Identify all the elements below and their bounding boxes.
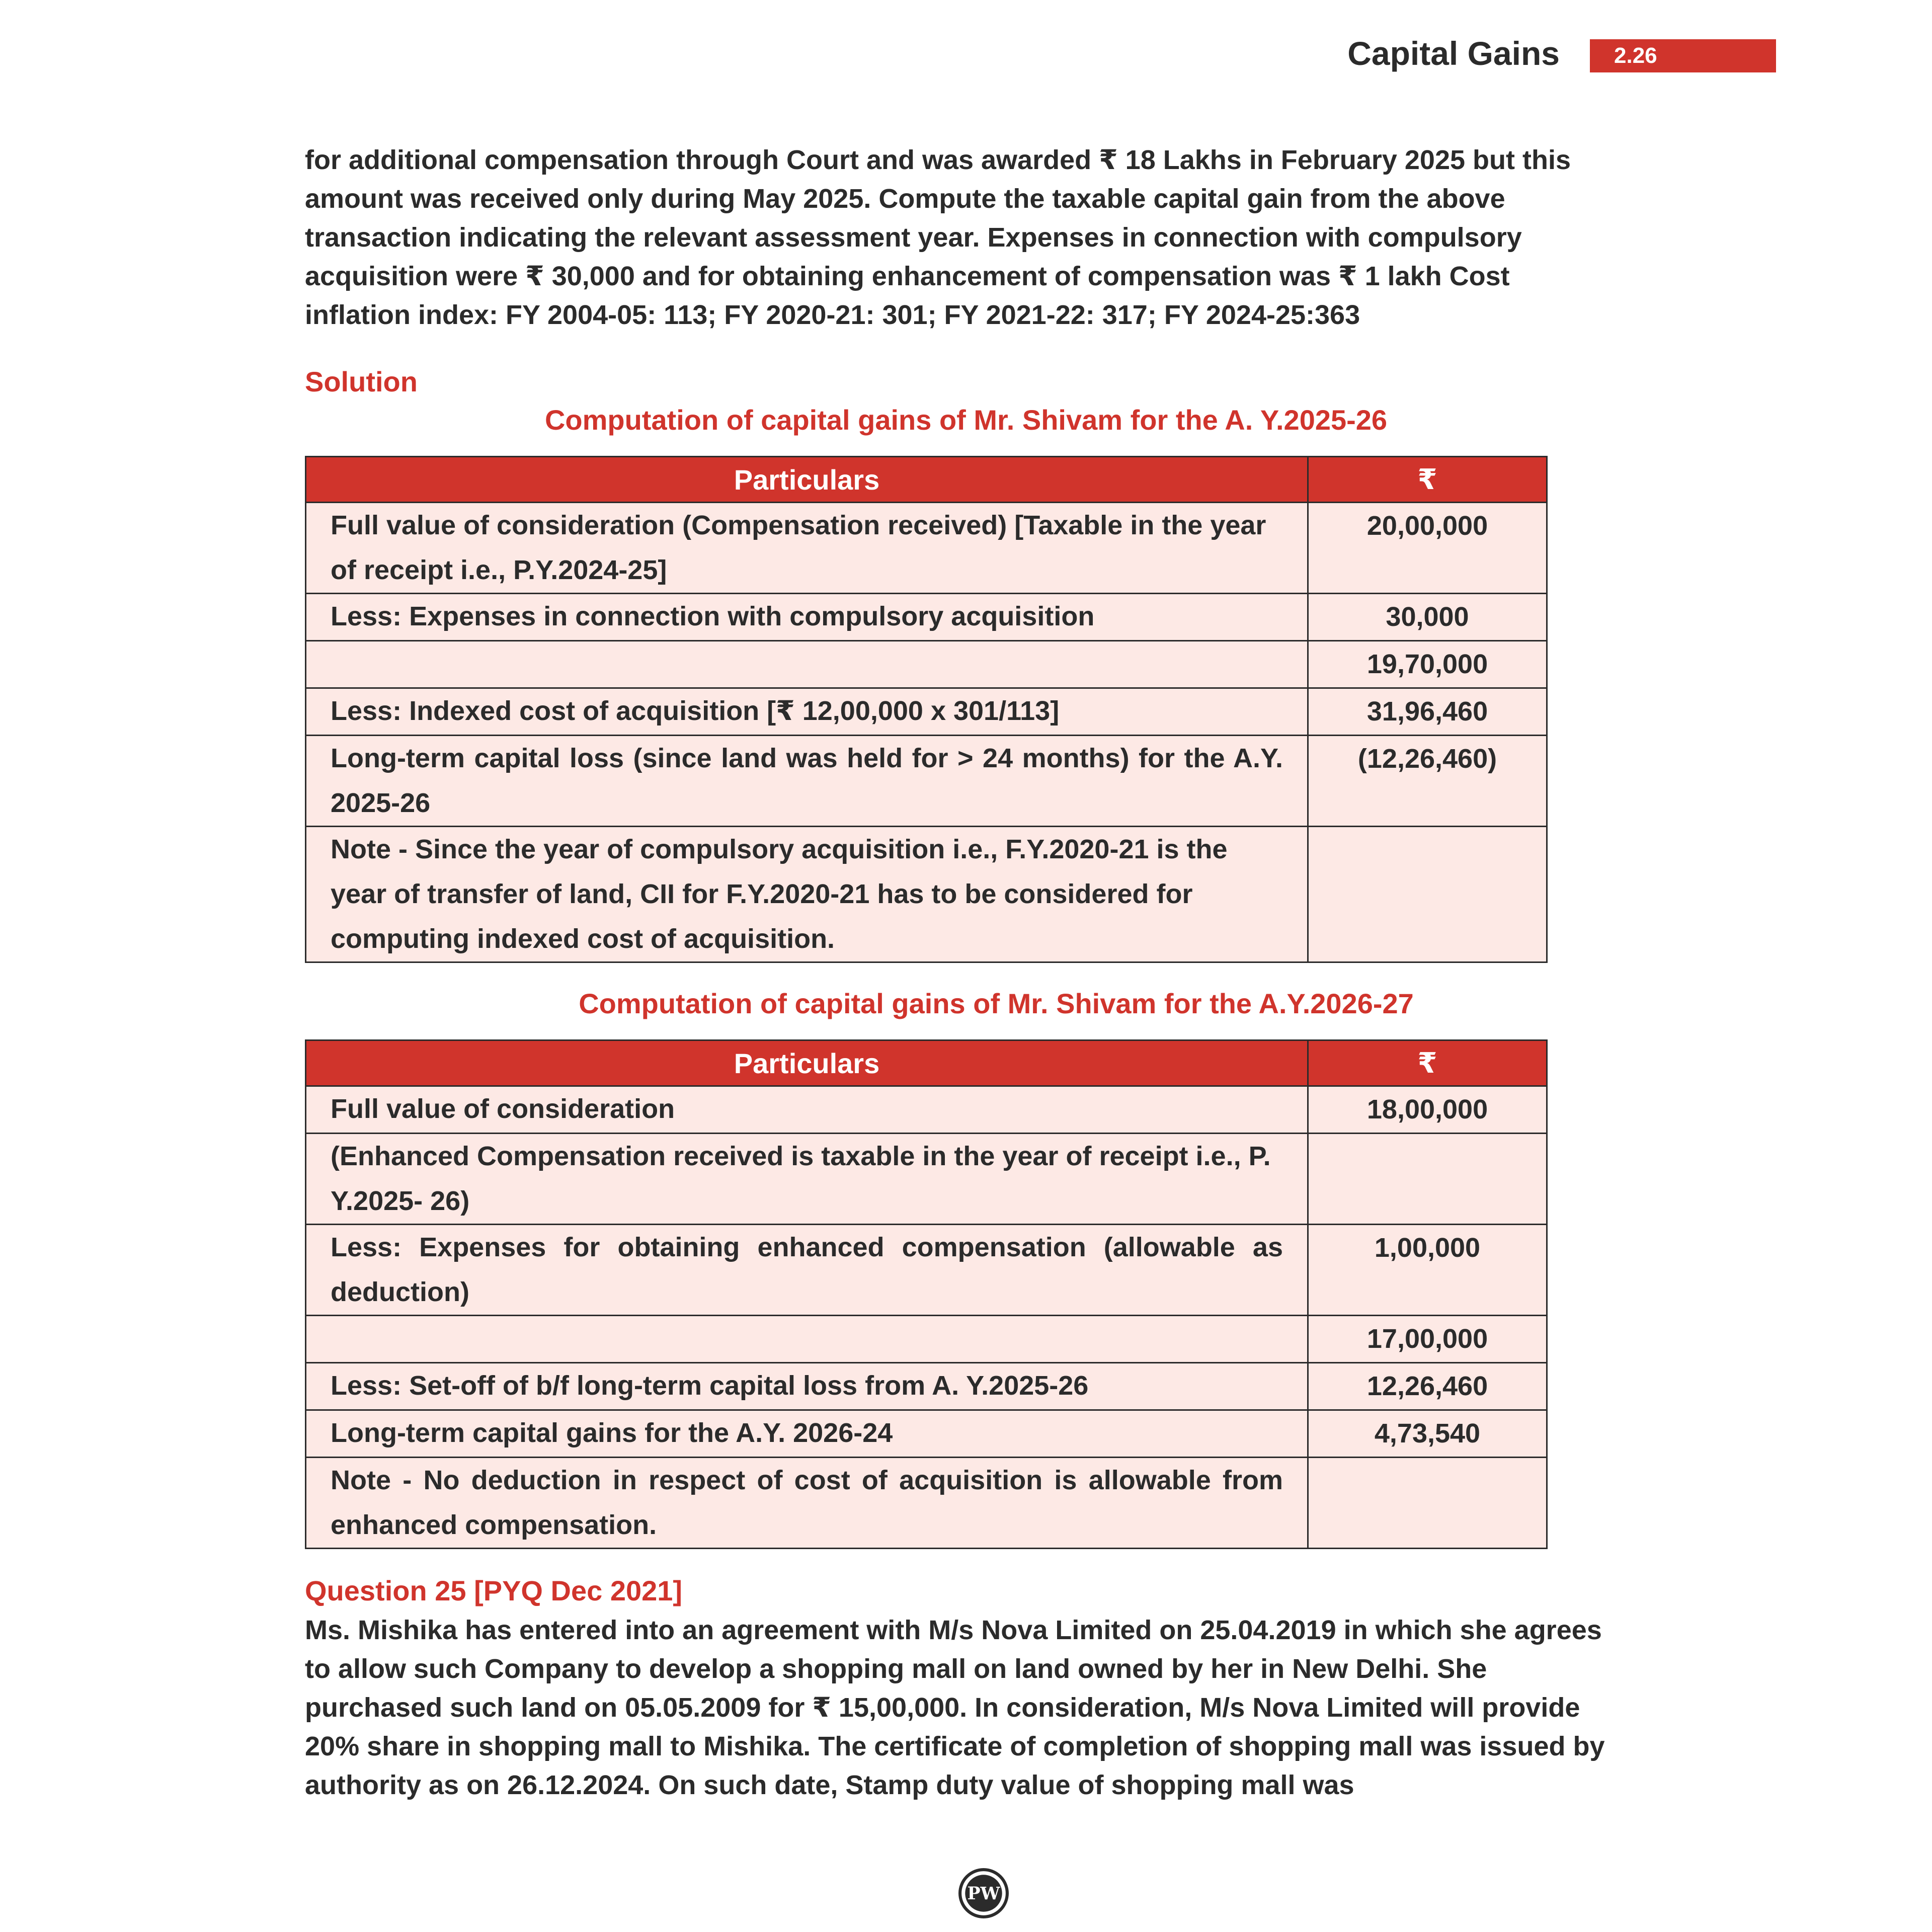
table-header-row	[306, 457, 1547, 503]
page-number-badge: 2.26	[1590, 39, 1776, 72]
row-particular: Full value of consideration	[306, 1086, 1308, 1134]
table-row	[306, 594, 1547, 641]
table1	[305, 456, 1548, 963]
row-particular: Less: Expenses in connection with compulsory acquisition	[306, 594, 1308, 641]
intro-line: acquisition were ₹ 30,000 and for obtaining enhancement of compensation was ₹ 1 lakh Cost	[305, 261, 1510, 291]
row-amount: 30,000	[1308, 594, 1547, 641]
table-header-row	[306, 1040, 1547, 1086]
intro-line: amount was received only during May 2025. Compute the taxable capital gain from the above	[305, 184, 1505, 214]
row-amount: 17,00,000	[1308, 1316, 1547, 1363]
row-amount: 4,73,540	[1308, 1410, 1547, 1458]
table-row	[306, 1134, 1547, 1225]
row-particular: Full value of consideration (Compensation received) [Taxable in the year of receipt i.e., P.Y.2024-25]	[306, 503, 1308, 594]
row-amount: (12,26,460)	[1308, 736, 1547, 827]
row-particular: Long-term capital loss (since land was held for > 24 months) for the A.Y. 2025-26	[306, 736, 1308, 827]
row-amount: 18,00,000	[1308, 1086, 1547, 1134]
row-particular: Less: Indexed cost of acquisition [₹ 12,00,000 x 301/113]	[306, 688, 1308, 736]
intro-paragraph	[305, 141, 1644, 335]
table2-title: Computation of capital gains of Mr. Shivam for the A.Y.2026-27	[579, 988, 1414, 1019]
table2	[305, 1039, 1548, 1549]
row-amount	[1308, 1458, 1547, 1549]
question-block	[305, 1571, 1644, 1805]
table1-title: Computation of capital gains of Mr. Shivam for the A. Y.2025-26	[544, 404, 1388, 436]
question-line: 20% share in shopping mall to Mishika. The certificate of completion of shopping mall was issued by	[305, 1731, 1605, 1761]
table-row	[306, 1086, 1547, 1134]
row-note: Note - No deduction in respect of cost of acquisition is allowable from enhanced compensation.	[306, 1458, 1308, 1549]
row-particular	[306, 641, 1308, 688]
row-particular: Less: Set-off of b/f long-term capital loss from A. Y.2025-26	[306, 1363, 1308, 1410]
chapter-title: Capital Gains	[1347, 35, 1560, 72]
solution-label: Solution	[305, 366, 418, 397]
table-row	[306, 1225, 1547, 1316]
col-particulars: Particulars	[306, 457, 1308, 503]
table-row	[306, 1410, 1547, 1458]
intro-line: transaction indicating the relevant assessment year. Expenses in connection with compulsory	[305, 222, 1522, 253]
table-row	[306, 641, 1547, 688]
row-amount	[1308, 1134, 1547, 1225]
row-particular: (Enhanced Compensation received is taxable in the year of receipt i.e., P. Y.2025- 26)	[306, 1134, 1308, 1225]
row-amount: 1,00,000	[1308, 1225, 1547, 1316]
question-line: to allow such Company to develop a shopping mall on land owned by her in New Delhi. She	[305, 1654, 1487, 1684]
intro-line: inflation index: FY 2004-05: 113; FY 2020-21: 301; FY 2021-22: 317; FY 2024-25:363	[305, 300, 1360, 330]
row-particular: Less: Expenses for obtaining enhanced compensation (allowable as deduction)	[306, 1225, 1308, 1316]
intro-line: for additional compensation through Court and was awarded ₹ 18 Lakhs in February 2025 but this	[305, 145, 1571, 175]
table-row	[306, 688, 1547, 736]
question-line: Ms. Mishika has entered into an agreement with M/s Nova Limited on 25.04.2019 in which she agrees	[305, 1615, 1602, 1645]
pw-logo-icon	[958, 1868, 1009, 1919]
logo-text: PW	[967, 1883, 1000, 1904]
row-amount: 20,00,000	[1308, 503, 1547, 594]
row-amount: 19,70,000	[1308, 641, 1547, 688]
col-particulars: Particulars	[306, 1040, 1308, 1086]
table-row	[306, 1458, 1547, 1549]
row-particular: Long-term capital gains for the A.Y. 2026-24	[306, 1410, 1308, 1458]
question-line: authority as on 26.12.2024. On such date, Stamp duty value of shopping mall was	[305, 1770, 1354, 1800]
table-row	[306, 503, 1547, 594]
row-particular	[306, 1316, 1308, 1363]
row-amount	[1308, 827, 1547, 962]
table-row	[306, 1316, 1547, 1363]
row-amount: 12,26,460	[1308, 1363, 1547, 1410]
col-amount: ₹	[1308, 1040, 1547, 1086]
table-row	[306, 827, 1547, 962]
col-amount: ₹	[1308, 457, 1547, 503]
table-row	[306, 736, 1547, 827]
question-heading: Question 25 [PYQ Dec 2021]	[305, 1575, 683, 1606]
question-line: purchased such land on 05.05.2009 for ₹ 15,00,000. In consideration, M/s Nova Limited will provide	[305, 1693, 1580, 1723]
table-row	[306, 1363, 1547, 1410]
row-note: Note - Since the year of compulsory acquisition i.e., F.Y.2020-21 is the year of transfer of land, CII for F.Y.2020-21 has to be considered for computing indexed cost of acquisition.	[306, 827, 1308, 962]
row-amount: 31,96,460	[1308, 688, 1547, 736]
